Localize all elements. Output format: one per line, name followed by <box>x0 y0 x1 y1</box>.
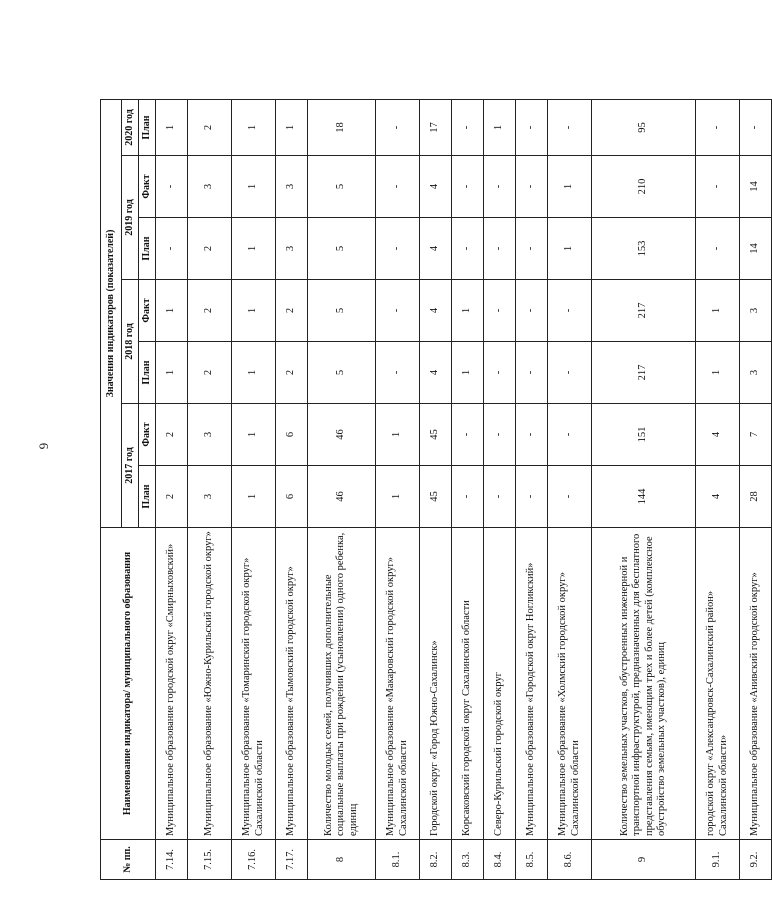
cell-2019-plan: 153 <box>592 218 696 280</box>
header-year-2018: 2018 год <box>122 280 139 404</box>
cell-2017-fact: 46 <box>308 404 376 466</box>
row-number: 7.16. <box>232 840 276 880</box>
cell-2019-fact: 1 <box>232 156 276 218</box>
table-row <box>548 99 592 879</box>
row-number: 8.4. <box>484 840 516 880</box>
cell-2017-plan: - <box>452 466 484 528</box>
cell-2019-fact: - <box>696 156 740 218</box>
row-indicator-name: Муниципальное образование «Макаровский городской округ» Сахалинской области <box>376 528 420 840</box>
cell-2017-fact: - <box>484 404 516 466</box>
table-row <box>592 99 696 879</box>
cell-2018-fact: 5 <box>308 280 376 342</box>
cell-2017-fact: 151 <box>592 404 696 466</box>
row-number: 8.6. <box>548 840 592 880</box>
cell-2019-fact: - <box>484 156 516 218</box>
row-indicator-name: Муниципальное образование «Городской округ Ногликский» <box>516 528 548 840</box>
row-indicator-name: Городской округ «Город Южно-Сахалинск» <box>420 528 452 840</box>
row-number: 8.3. <box>452 840 484 880</box>
header-plan: План <box>139 218 156 280</box>
cell-2018-fact: 4 <box>420 280 452 342</box>
cell-2019-fact: - <box>452 156 484 218</box>
cell-2020-plan: - <box>696 99 740 155</box>
cell-2020-plan: - <box>376 99 420 155</box>
cell-2018-plan: 1 <box>696 342 740 404</box>
cell-2017-plan: - <box>484 466 516 528</box>
cell-2018-fact: 2 <box>276 280 308 342</box>
cell-2017-fact: 2 <box>156 404 188 466</box>
cell-2020-plan: - <box>740 99 772 155</box>
header-plan: План <box>139 99 156 155</box>
row-number: 9.2. <box>740 840 772 880</box>
cell-2018-plan: 4 <box>420 342 452 404</box>
header-year-2017: 2017 год <box>122 404 139 528</box>
cell-2018-plan: 2 <box>188 342 232 404</box>
table-row <box>376 99 420 879</box>
cell-2019-fact: - <box>376 156 420 218</box>
cell-2018-plan: 3 <box>740 342 772 404</box>
row-number: 8 <box>308 840 376 880</box>
row-indicator-name: Корсаковский городской округ Сахалинской области <box>452 528 484 840</box>
table-row <box>696 99 740 879</box>
header-indicator-values: Значения индикаторов (показателей) <box>101 99 122 527</box>
cell-2017-plan: 2 <box>156 466 188 528</box>
row-indicator-name: Количество земельных участков, обустроенных инженерной и транспортной инфраструктурой, предназначенных для бесплатного представления семьям, имеющим трех и более детей (комплексное обустройство земельных участков), единиц <box>592 528 696 840</box>
cell-2017-plan: 28 <box>740 466 772 528</box>
header-year-2020: 2020 год <box>122 99 139 155</box>
cell-2017-plan: 1 <box>376 466 420 528</box>
row-indicator-name: Северо-Курильский городской округ <box>484 528 516 840</box>
table-row <box>188 99 232 879</box>
cell-2019-plan: 1 <box>232 218 276 280</box>
cell-2017-fact: 4 <box>696 404 740 466</box>
cell-2017-plan: 4 <box>696 466 740 528</box>
cell-2019-fact: - <box>156 156 188 218</box>
cell-2019-plan: 3 <box>276 218 308 280</box>
row-number: 8.2. <box>420 840 452 880</box>
page-number: 6 <box>36 442 52 450</box>
cell-2018-fact: - <box>516 280 548 342</box>
cell-2020-plan: - <box>516 99 548 155</box>
cell-2017-plan: 144 <box>592 466 696 528</box>
cell-2017-fact: 7 <box>740 404 772 466</box>
row-number: 8.1. <box>376 840 420 880</box>
row-number: 7.15. <box>188 840 232 880</box>
cell-2019-plan: - <box>376 218 420 280</box>
cell-2019-plan: - <box>696 218 740 280</box>
header-fact: Факт <box>139 404 156 466</box>
row-indicator-name: Муниципальное образование «Тымовский городской округ» <box>276 528 308 840</box>
cell-2017-plan: - <box>548 466 592 528</box>
row-indicator-name: Муниципальное образование «Томаринский городской округ» Сахалинской области <box>232 528 276 840</box>
cell-2020-plan: 1 <box>276 99 308 155</box>
table-row <box>484 99 516 879</box>
cell-2017-fact: 1 <box>376 404 420 466</box>
row-number: 9 <box>592 840 696 880</box>
cell-2018-plan: 1 <box>232 342 276 404</box>
cell-2019-plan: - <box>484 218 516 280</box>
table-row <box>420 99 452 879</box>
cell-2018-plan: 2 <box>276 342 308 404</box>
row-number: 8.5. <box>516 840 548 880</box>
cell-2017-fact: 1 <box>232 404 276 466</box>
cell-2017-fact: - <box>548 404 592 466</box>
table-row <box>740 99 772 879</box>
cell-2018-fact: 1 <box>156 280 188 342</box>
table-row <box>452 99 484 879</box>
cell-2019-plan: 2 <box>188 218 232 280</box>
row-indicator-name: городской округ «Александровск-Сахалинский район» Сахалинской области» <box>696 528 740 840</box>
row-indicator-name: Муниципальное образование городской округ «Смирныховский» <box>156 528 188 840</box>
cell-2018-plan: 1 <box>156 342 188 404</box>
cell-2017-fact: - <box>452 404 484 466</box>
row-indicator-name: Муниципальное образование «Холмский городской округ» Сахалинской области <box>548 528 592 840</box>
cell-2019-fact: 14 <box>740 156 772 218</box>
cell-2020-plan: 1 <box>232 99 276 155</box>
cell-2020-plan: 2 <box>188 99 232 155</box>
cell-2020-plan: - <box>548 99 592 155</box>
table-row <box>516 99 548 879</box>
cell-2019-fact: 3 <box>188 156 232 218</box>
table-row <box>156 99 188 879</box>
cell-2018-fact: 1 <box>452 280 484 342</box>
cell-2017-fact: 45 <box>420 404 452 466</box>
cell-2017-plan: 6 <box>276 466 308 528</box>
row-indicator-name: Муниципальное образование «Южно-Курильский городской округ» <box>188 528 232 840</box>
cell-2017-plan: 45 <box>420 466 452 528</box>
cell-2018-fact: 3 <box>740 280 772 342</box>
cell-2018-fact: 2 <box>188 280 232 342</box>
cell-2020-plan: 17 <box>420 99 452 155</box>
cell-2018-fact: - <box>376 280 420 342</box>
cell-2019-fact: 1 <box>548 156 592 218</box>
cell-2019-plan: - <box>516 218 548 280</box>
cell-2018-fact: 1 <box>232 280 276 342</box>
cell-2017-plan: 1 <box>232 466 276 528</box>
header-number: № пп. <box>101 840 156 880</box>
cell-2018-plan: 5 <box>308 342 376 404</box>
cell-2018-fact: - <box>548 280 592 342</box>
header-year-2019: 2019 год <box>122 156 139 280</box>
cell-2017-fact: - <box>516 404 548 466</box>
cell-2018-fact: 1 <box>696 280 740 342</box>
cell-2017-plan: 3 <box>188 466 232 528</box>
cell-2019-plan: - <box>156 218 188 280</box>
cell-2018-fact: - <box>484 280 516 342</box>
cell-2017-fact: 3 <box>188 404 232 466</box>
cell-2018-fact: 217 <box>592 280 696 342</box>
header-plan: План <box>139 466 156 528</box>
cell-2019-plan: 1 <box>548 218 592 280</box>
row-number: 7.14. <box>156 840 188 880</box>
cell-2019-plan: - <box>452 218 484 280</box>
row-number: 9.1. <box>696 840 740 880</box>
row-number: 7.17. <box>276 840 308 880</box>
cell-2018-plan: 217 <box>592 342 696 404</box>
cell-2019-fact: 3 <box>276 156 308 218</box>
row-indicator-name: Муниципальное образование «Анивский городской округ» <box>740 528 772 840</box>
cell-2019-fact: 5 <box>308 156 376 218</box>
cell-2018-plan: - <box>516 342 548 404</box>
cell-2019-plan: 14 <box>740 218 772 280</box>
table-header <box>101 99 156 879</box>
cell-2020-plan: 1 <box>484 99 516 155</box>
cell-2017-plan: 46 <box>308 466 376 528</box>
cell-2019-plan: 4 <box>420 218 452 280</box>
cell-2019-fact: 210 <box>592 156 696 218</box>
table-row <box>276 99 308 879</box>
indicators-table <box>100 99 772 880</box>
rotated-table-container <box>100 100 761 880</box>
header-fact: Факт <box>139 280 156 342</box>
cell-2020-plan: 18 <box>308 99 376 155</box>
cell-2018-plan: 1 <box>452 342 484 404</box>
cell-2019-plan: 5 <box>308 218 376 280</box>
cell-2020-plan: 95 <box>592 99 696 155</box>
cell-2020-plan: 1 <box>156 99 188 155</box>
header-indicator-name: Наименование индикатора/ муниципального образования <box>101 528 156 840</box>
cell-2018-plan: - <box>484 342 516 404</box>
cell-2017-plan: - <box>516 466 548 528</box>
cell-2019-fact: - <box>516 156 548 218</box>
table-row <box>232 99 276 879</box>
table-body <box>156 99 772 879</box>
cell-2018-plan: - <box>376 342 420 404</box>
cell-2019-fact: 4 <box>420 156 452 218</box>
row-indicator-name: Количество молодых семей, получивших дополнительные социальные выплаты при рождении (усыновлении) одного ребенка, единиц <box>308 528 376 840</box>
cell-2020-plan: - <box>452 99 484 155</box>
table-row <box>308 99 376 879</box>
cell-2017-fact: 6 <box>276 404 308 466</box>
cell-2018-plan: - <box>548 342 592 404</box>
header-fact: Факт <box>139 156 156 218</box>
header-plan: План <box>139 342 156 404</box>
